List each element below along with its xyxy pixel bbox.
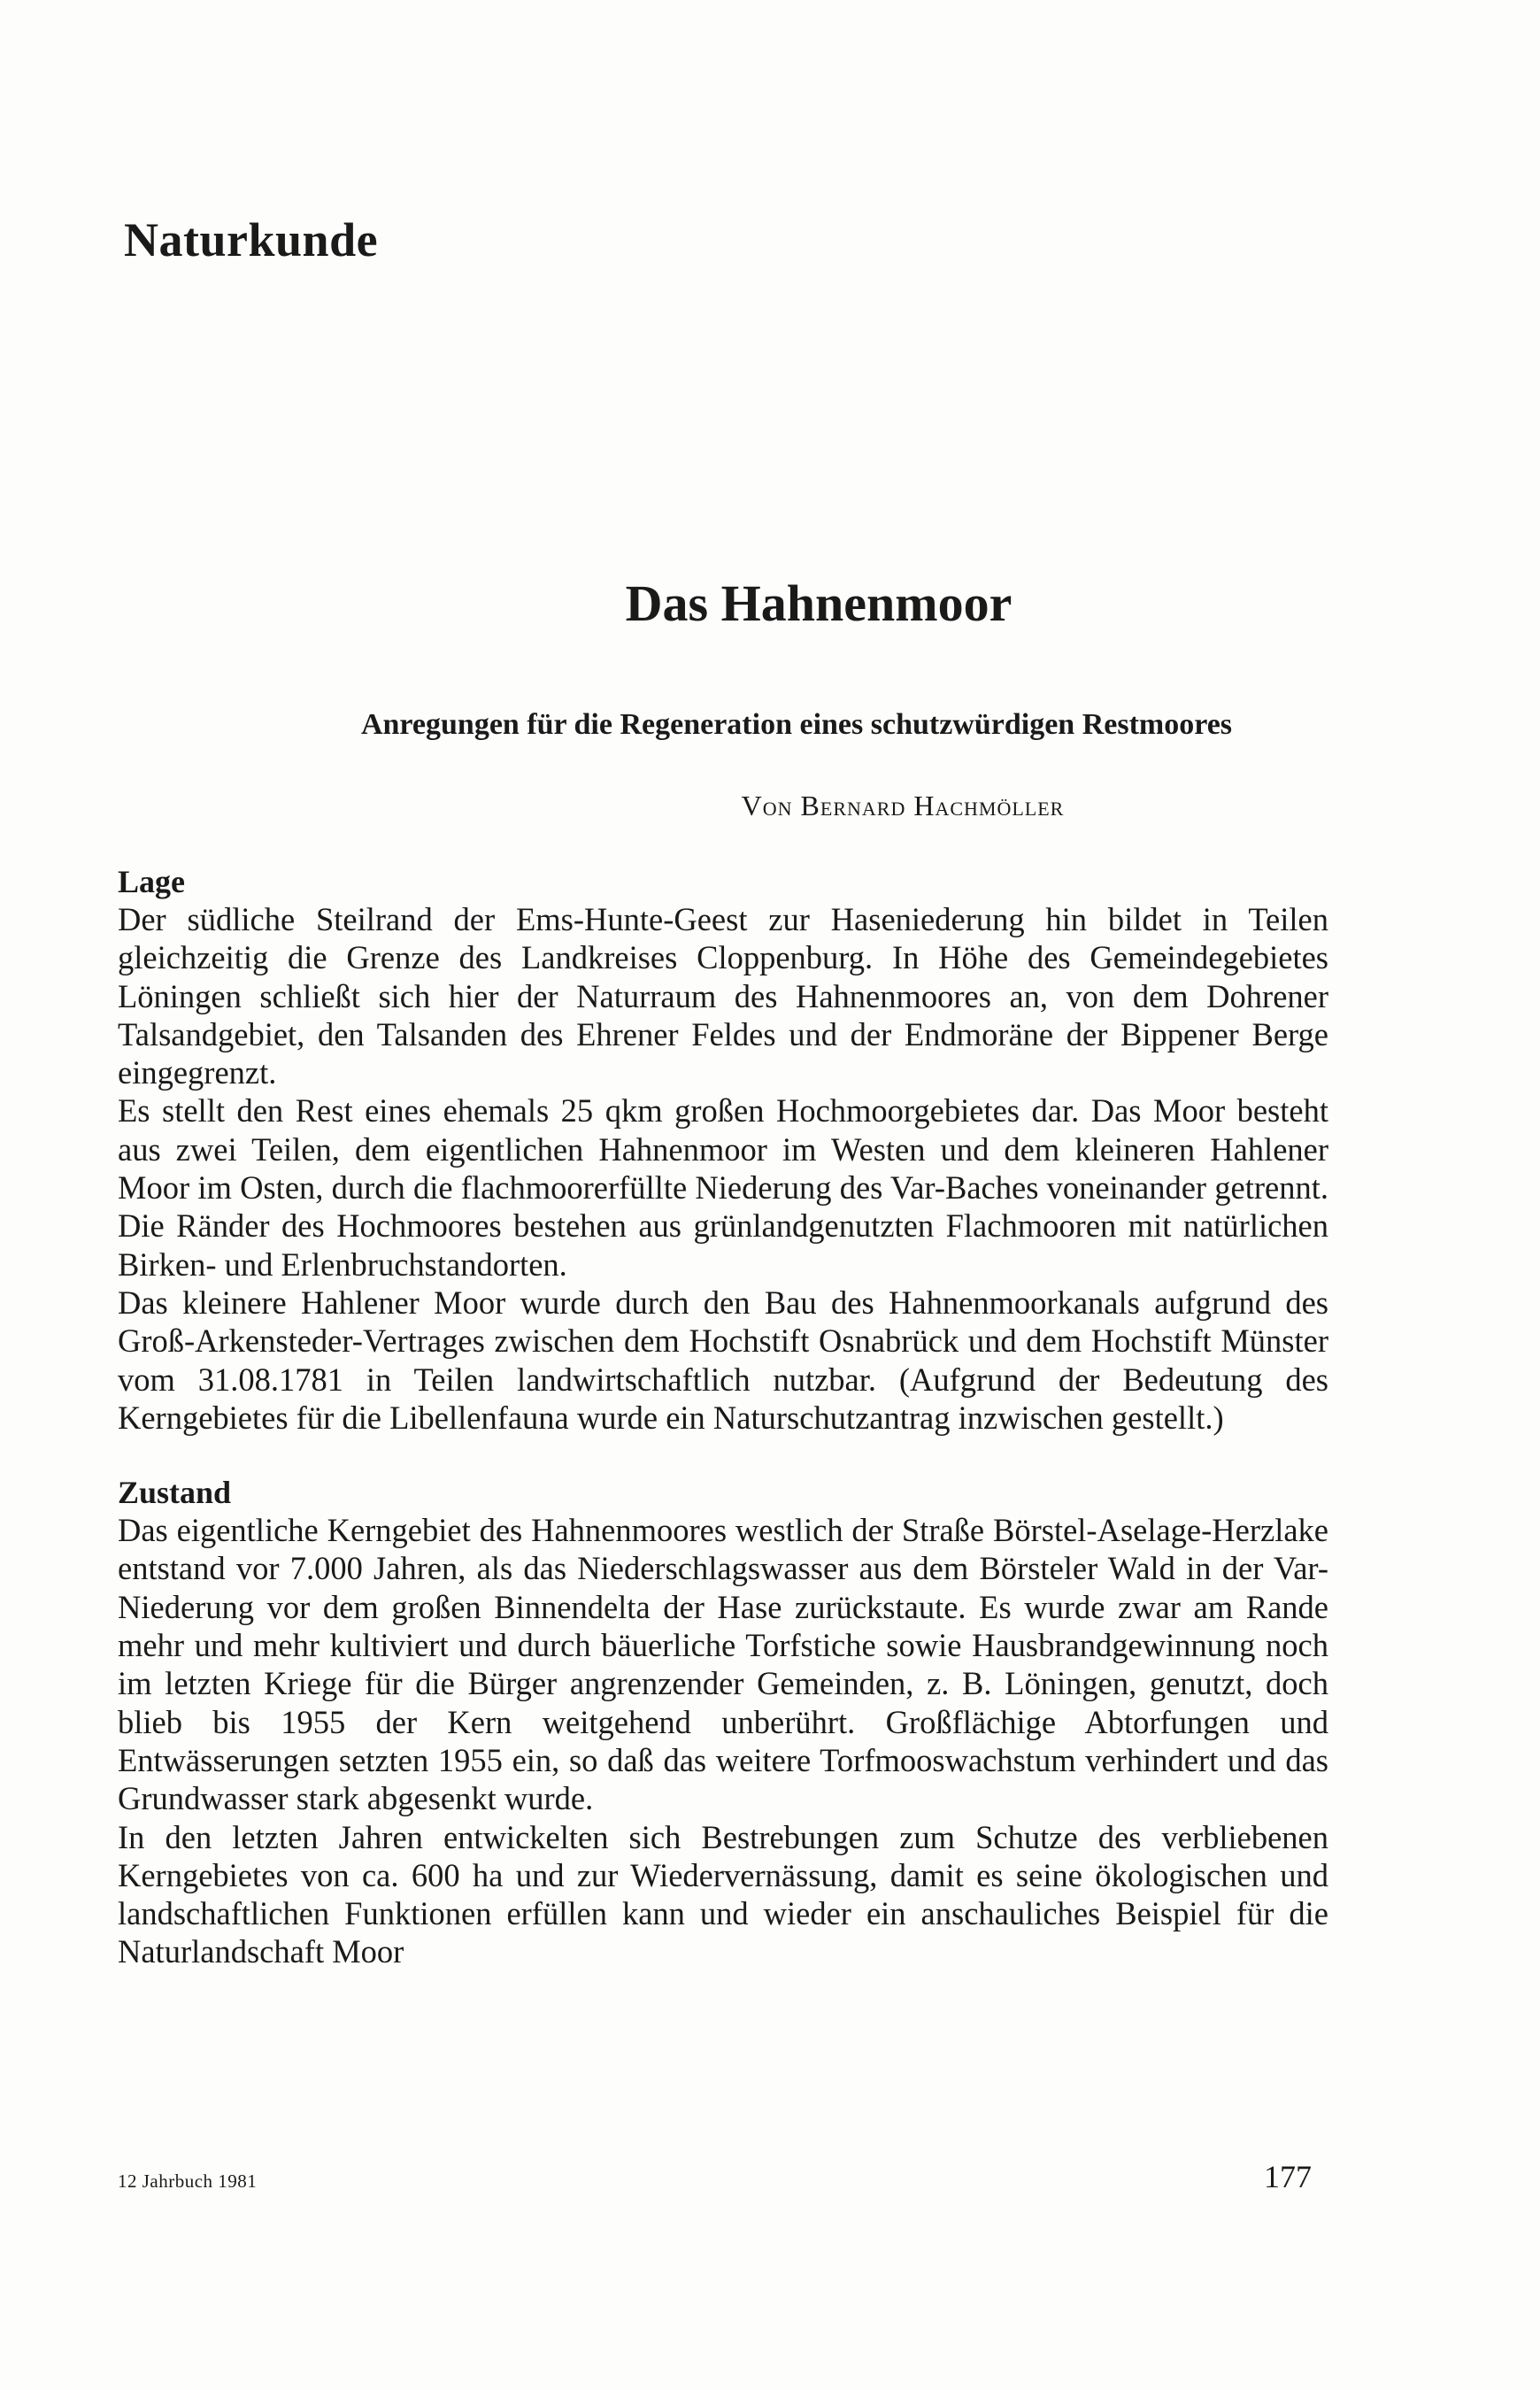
section-heading: Naturkunde [124,213,379,266]
section-lage [118,863,1328,1437]
article-body [118,863,1328,1971]
footer-signature: 12 Jahrbuch 1981 [118,2170,258,2192]
article-title: Das Hahnenmoor [625,574,1013,632]
paragraph: Das eigentliche Kerngebiet des Hahnenmoores westlich der Straße Börstel-Aselage-Herzlake entstand vor 7.000 Jahren, als das Niederschlagswasser aus dem Börsteler Wald in der Var-Niederung vor dem großen Binnendelta der Hase zurückstaute. Es wurde zwar am Rande mehr und mehr kultiviert und durch bäuerliche Torfstiche sowie Hausbrandgewinnung noch im letzten Kriege für die Bürger angrenzender Gemeinden, z. B. Löningen, genutzt, doch blieb bis 1955 der Kern weitgehend unberührt. Großflächige Abtorfungen und Entwässerungen setzten 1955 ein, so daß das weitere Torfmooswachstum verhindert und das Grundwasser stark abgesenkt wurde. [118,1512,1328,1817]
paragraph: Das kleinere Hahlener Moor wurde durch den Bau des Hahnenmoorkanals aufgrund des Groß-Arkensteder-Vertrages zwischen dem Hochstift Osnabrück und dem Hochstift Münster vom 31.08.1781 in Teilen landwirtschaftlich nutzbar. (Aufgrund der Bedeutung des Kerngebietes für die Libellenfauna wurde ein Naturschutzantrag inzwischen gestellt.) [118,1284,1328,1436]
section-title-lage: Lage [118,864,185,899]
paragraph: Der südliche Steilrand der Ems-Hunte-Geest zur Haseniederung hin bildet in Teilen gleichzeitig die Grenze des Landkreises Cloppenburg. In Höhe des Gemeindegebietes Löningen schließt sich hier der Naturraum des Hahnenmoores an, von dem Dohrener Talsandgebiet, den Talsanden des Ehrener Feldes und der Endmoräne der Bippener Berge eingegrenzt. [118,901,1328,1091]
page-number: 177 [1264,2159,1312,2194]
paragraph: In den letzten Jahren entwickelten sich Bestrebungen zum Schutze des verbliebenen Kerngebietes von ca. 600 ha und zur Wiedervernässung, damit es seine ökologischen und landschaftlichen Funktionen erfüllen kann und wieder ein anschauliches Beispiel für die Naturlandschaft Moor [118,1818,1328,1970]
article-subtitle: Anregungen für die Regeneration eines schutzwürdigen Restmoores [360,708,1233,741]
section-title-zustand: Zustand [118,1475,232,1511]
section-zustand [118,1474,1328,1971]
paragraph: Es stellt den Rest eines ehemals 25 qkm großen Hochmoorgebietes dar. Das Moor besteht aus zwei Teilen, dem eigentlichen Hahnenmoor im Westen und dem kleineren Hahlener Moor im Osten, durch die flachmoorerfüllte Niederung des Var-Baches voneinander getrennt. Die Ränder des Hochmoores bestehen aus grünlandgenutzten Flachmooren mit natürlichen Birken- und Erlenbruchstandorten. [118,1092,1328,1283]
author-byline: Von Bernard Hachmöller [741,790,1065,821]
